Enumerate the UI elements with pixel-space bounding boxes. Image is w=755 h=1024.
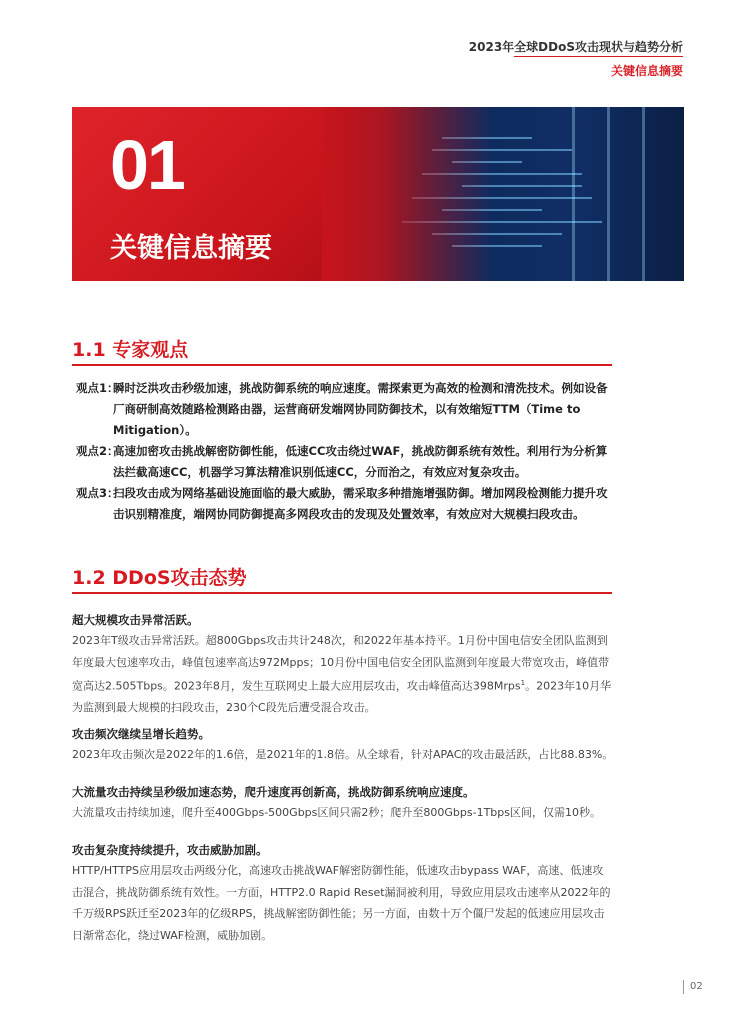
view-label: 观点2： [76, 444, 119, 458]
view-item [76, 483, 616, 525]
paragraph-body: HTTP/HTTPS应用层攻击两级分化，高速攻击挑战WAF解密防御性能，低速攻击bypass WAF，高速、低速攻击混合，挑战防御系统有效性。一方面，HTTP2.0 Rapid Reset漏洞被利用，导致应用层攻击速率从2022年的千万级RPS跃迁至2023年的亿级RPS，挑战解密防御性能；另一方面，由数十万个僵尸发起的低速应用层攻击日渐常态化，绕过WAF检测，威胁加剧。 [72, 864, 611, 942]
paragraph-heading: 攻击频次继续呈增长趋势。 [72, 727, 210, 741]
paragraph-body [72, 630, 614, 719]
section-divider [72, 364, 612, 366]
section-divider [72, 592, 612, 594]
view-label: 观点3： [76, 486, 119, 500]
footnote-marker: 1 [520, 679, 526, 687]
paragraph-body: 大流量攻击持续加速，爬升至400Gbps-500Gbps区间只需2秒；爬升至800Gbps-1Tbps区间，仅需10秒。 [72, 806, 601, 819]
section-heading-ddos-trends: 1.2 DDoS攻击态势 [72, 567, 247, 589]
view-item [76, 378, 616, 441]
page-number: 02 [690, 981, 703, 992]
section-label: 关键信息摘要 [610, 64, 683, 78]
view-label: 观点1： [76, 381, 119, 395]
paragraph-body: 2023年攻击频次是2022年的1.6倍，是2021年的1.8倍。从全球看，针对APAC的攻击最活跃，占比88.83%。 [72, 748, 614, 761]
page-number-divider [683, 980, 684, 994]
banner-fade [322, 107, 492, 281]
view-item [76, 441, 616, 483]
view-text: 瞬时泛洪攻击秒级加速，挑战防御系统的响应速度。需探索更为高效的检测和清洗技术。例如设备厂商研制高效随路检测路由器，运营商研发端网协同防御技术，以有效缩短TTM（Time to Mitigation）。 [113, 381, 608, 437]
paragraph-text: 2023年T级攻击异常活跃。超800Gbps攻击共计248次，和2022年基本持平。1月份中国电信安全团队监测到年度最大包速率攻击，峰值包速率高达972Mpps；10月份中国电信安全团队监测到年度最大带宽攻击，峰值带宽高达2.505Tbps。2023年8月，发生互联网史上最大应用层攻击，攻击峰值高达398Mrps [72, 634, 610, 693]
section-heading-expert-views: 1.1 专家观点 [72, 339, 189, 361]
paragraph-text: 。2023年10月华为监测到最大规模的扫段攻击，230个C段先后遭受混合攻击。 [72, 679, 612, 715]
paragraph-heading: 大流量攻击持续呈秒级加速态势，爬升速度再创新高，挑战防御系统响应速度。 [72, 785, 475, 799]
paragraph-heading: 攻击复杂度持续提升，攻击威胁加剧。 [72, 843, 268, 857]
view-text: 扫段攻击成为网络基础设施面临的最大威胁，需采取多种措施增强防御。增加网段检测能力提升攻击识别精准度，端网协同防御提高多网段攻击的发现及处置效率，有效应对大规模扫段攻击。 [113, 486, 608, 521]
view-text: 高速加密攻击挑战解密防御性能，低速CC攻击绕过WAF，挑战防御系统有效性。利用行为分析算法拦截高速CC，机器学习算法精准识别低速CC，分而治之，有效应对复杂攻击。 [113, 444, 608, 479]
chapter-number: 01 [110, 126, 184, 204]
paragraph-heading: 超大规模攻击异常活跃。 [72, 613, 199, 627]
document-title: 2023年全球DDoS攻击现状与趋势分析 [468, 40, 683, 54]
chapter-title: 关键信息摘要 [110, 233, 272, 264]
header-divider [514, 56, 683, 57]
